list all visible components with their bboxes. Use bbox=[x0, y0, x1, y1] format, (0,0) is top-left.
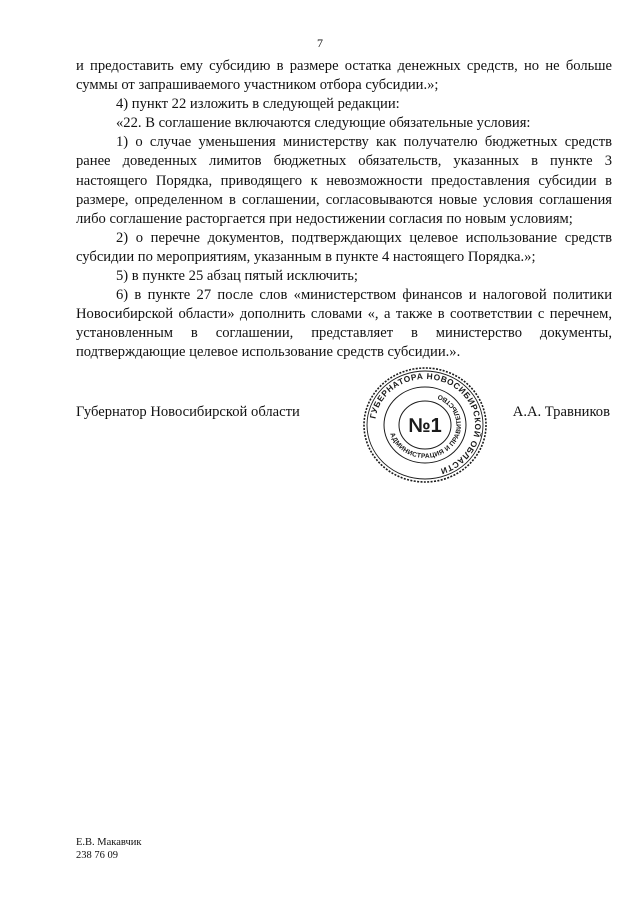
paragraph: 1) о случае уменьшения министерству как получателю бюджетных средств ранее доведенных лимитов бюджетных обязательств, указанных в пункте 3 настоящего Порядка, приводящего к невозможности предоставления субсидии в размере, определенном в соглашении, согласовываются новые условия соглашения либо соглашение расторгается при недостижении согласия по новым условиям; bbox=[76, 134, 612, 227]
executor-name: Е.В. Макавчик bbox=[76, 837, 142, 848]
paragraph: и предоставить ему субсидию в размере остатка денежных средств, но не больше суммы от запрашиваемого участником отбора субсидии.»; bbox=[76, 58, 612, 94]
paragraph: 4) пункт 22 изложить в следующей редакции: bbox=[116, 96, 400, 113]
signatory-position: Губернатор Новосибирской области bbox=[76, 404, 300, 420]
seal-number: №1 bbox=[408, 415, 442, 437]
seal-inner-text: АДМИНИСТРАЦИЯ И ПРАВИТЕЛЬСТВО bbox=[388, 392, 464, 461]
executor-phone: 238 76 09 bbox=[76, 850, 118, 861]
signature-block bbox=[76, 404, 612, 428]
executor-info bbox=[76, 836, 141, 862]
paragraph: «22. В соглашение включаются следующие обязательные условия: bbox=[116, 115, 531, 132]
paragraph: 5) в пункте 25 абзац пятый исключить; bbox=[116, 268, 358, 285]
seal-outer-text: ГУБЕРНАТОРА НОВОСИБИРСКОЙ ОБЛАСТИ bbox=[367, 370, 484, 477]
page-number: 7 bbox=[317, 36, 323, 50]
signatory-name: А.А. Травников bbox=[512, 404, 610, 420]
paragraph: 2) о перечне документов, подтверждающих целевое использование средств субсидии по мероприятиям, указанным в пункте 4 настоящего Порядка.»; bbox=[76, 229, 612, 265]
document-body bbox=[76, 57, 612, 363]
paragraph: 6) в пункте 27 после слов «министерством финансов и налоговой политики Новосибирской области» дополнить словами «, а также в соответствии с перечнем, установленным в соглашении, представляет в министерство документы, подтверждающие целевое использование средств субсидии.». bbox=[76, 287, 612, 361]
